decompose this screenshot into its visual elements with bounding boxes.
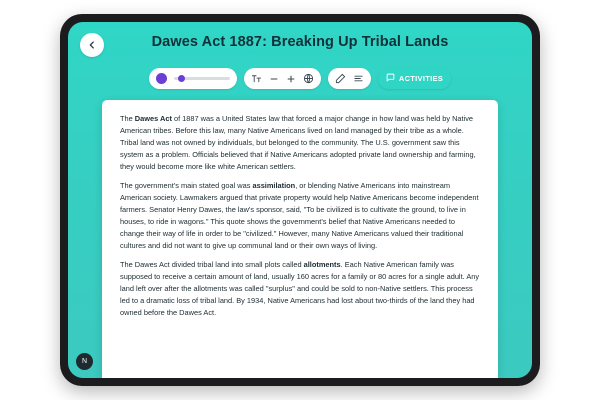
emphasized-term: Dawes Act bbox=[134, 114, 172, 123]
zoom-slider[interactable] bbox=[174, 77, 230, 80]
notes-badge-label: N bbox=[81, 358, 88, 365]
paragraph-text: The government's main stated goal was bbox=[120, 180, 253, 190]
page-title: Dawes Act 1887: Breaking Up Tribal Lands bbox=[151, 34, 449, 50]
zoom-slider-group[interactable] bbox=[149, 68, 237, 89]
line-spacing-icon[interactable] bbox=[353, 73, 364, 84]
circle-handle-icon[interactable] bbox=[156, 73, 167, 84]
toolbar bbox=[68, 68, 532, 89]
tablet-device-frame bbox=[60, 14, 540, 386]
notes-badge[interactable] bbox=[76, 353, 93, 370]
chat-bubble-icon bbox=[386, 73, 395, 84]
plus-icon[interactable] bbox=[286, 74, 296, 84]
paragraph-text: The Dawes Act divided tribal land into small plots called bbox=[120, 259, 304, 269]
activities-label: ACTIVITIES bbox=[398, 74, 444, 83]
emphasized-term: assimilation bbox=[252, 180, 296, 190]
slider-knob[interactable] bbox=[178, 75, 185, 82]
document-paragraph bbox=[120, 259, 480, 319]
paragraph-text: The bbox=[120, 114, 135, 123]
text-size-group bbox=[244, 68, 321, 89]
text-size-icon[interactable] bbox=[251, 73, 262, 84]
minus-icon[interactable] bbox=[269, 74, 279, 84]
app-header bbox=[68, 22, 532, 66]
activities-button[interactable] bbox=[378, 68, 451, 89]
emphasized-term: allotments bbox=[303, 259, 341, 269]
document-body bbox=[102, 100, 498, 319]
paragraph-text: of 1887 was a United States law that forced a major change in how land was held by Native American tribes. Before this law, many Native Americans lived on land managed by their tribe as a whole. Tribal land was not owned by individuals, but belonged to the community. The U.S. government saw this system as a problem. Officials believed that if Native Americans adopted private land ownership and farming, they would become more like white American settlers. bbox=[120, 114, 476, 171]
tablet-screen bbox=[68, 22, 532, 378]
pen-icon[interactable] bbox=[335, 73, 346, 84]
globe-icon[interactable] bbox=[303, 73, 314, 84]
annotate-group bbox=[328, 68, 371, 89]
document-paragraph bbox=[120, 113, 480, 173]
document-paragraph bbox=[120, 180, 480, 252]
document-page[interactable] bbox=[102, 100, 498, 378]
paragraph-text: , or blending Native Americans into mainstream American society. Lawmakers argued that private property would help Native Americans become independent farmers. Senator Henry Dawes, the law's sponsor, said, "To be civilized is to cultivate the ground, to live in houses, to ride in wagons." This quote shows the government's belief that Native Americans needed to change their way of life in order to be "civilized." However, many Native Americans valued their traditional cultures and did not want to give up communal land or their own ways of living. bbox=[120, 180, 479, 250]
paragraph-text: . Each Native American family was supposed to receive a certain amount of land, usually 160 acres for a family or 80 acres for a single adult. Any land left over after the allotments was called "surplus" and could be sold to non-Native settlers. This process led to a dramatic loss of tribal land. By 1934, Native Americans had lost about two-thirds of the land they had owned before the Dawes Act. bbox=[120, 259, 480, 317]
